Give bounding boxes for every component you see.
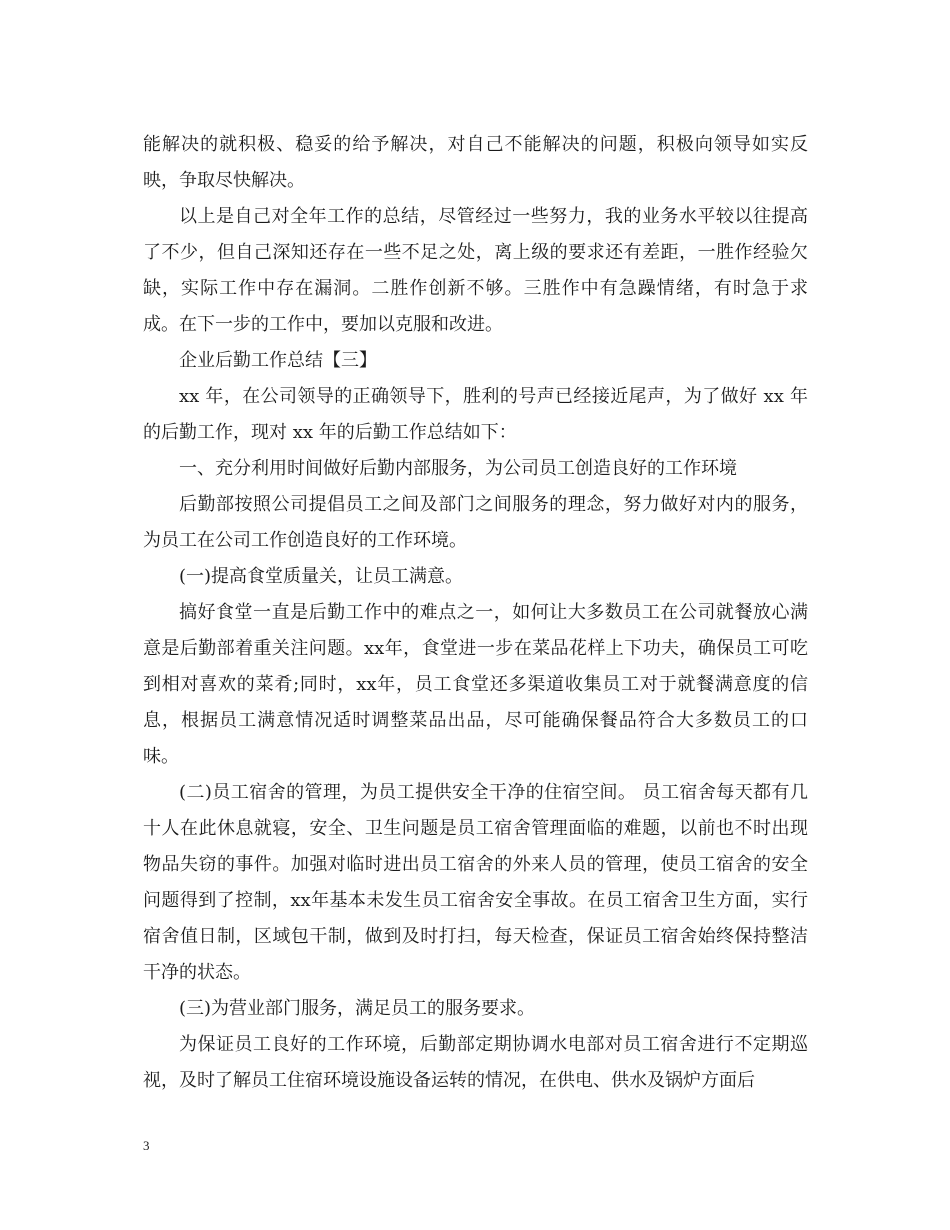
document-body: [143, 127, 808, 1099]
subsection-heading: 一、充分利用时间做好后勤内部服务，为公司员工创造良好的工作环境: [179, 458, 737, 479]
paragraph: (二)员工宿舍的管理，为员工提供安全干净的住宿空间。 员工宿舍每天都有几十人在此休息就寝，安全、卫生问题是员工宿舍管理面临的难题，以前也不时出现物品失窃的事件。加强对临时进出员工宿舍的外来人员的管理，使员工宿舍的安全问题得到了控制，xx年基本未发生员工宿舍安全事故。在员工宿舍卫生方面，实行宿舍值日制，区域包干制，做到及时打扫，每天检查，保证员工宿舍始终保持整洁干净的状态。: [143, 782, 808, 983]
section-heading: 企业后勤工作总结【三】: [179, 350, 377, 371]
paragraph: 为保证员工良好的工作环境，后勤部定期协调水电部对员工宿舍进行不定期巡视，及时了解员工住宿环境设施设备运转的情况，在供电、供水及锅炉方面后: [143, 1034, 808, 1091]
paragraph: 搞好食堂一直是后勤工作中的难点之一，如何让大多数员工在公司就餐放心满意是后勤部着重关注问题。xx年，食堂进一步在菜品花样上下功夫，确保员工可吃到相对喜欢的菜肴;同时，xx年，员工食堂还多渠道收集员工对于就餐满意度的信息，根据员工满意情况适时调整菜品出品，尽可能确保餐品符合大多数员工的口味。: [143, 602, 808, 767]
paragraph: 后勤部按照公司提倡员工之间及部门之间服务的理念，努力做好对内的服务，为员工在公司工作创造良好的工作环境。: [143, 494, 808, 551]
subsection-heading: (一)提高食堂质量关，让员工满意。: [179, 566, 464, 587]
paragraph: 以上是自己对全年工作的总结，尽管经过一些努力，我的业务水平较以往提高了不少，但自己深知还存在一些不足之处，离上级的要求还有差距，一胜作经验欠缺，实际工作中存在漏洞。二胜作创新不够。三胜作中有急躁情绪，有时急于求成。在下一步的工作中，要加以克服和改进。: [143, 206, 808, 335]
paragraph: 能解决的就积极、稳妥的给予解决，对自己不能解决的问题，积极向领导如实反映，争取尽快解决。: [143, 134, 808, 191]
subsection-heading: (三)为营业部门服务，满足员工的服务要求。: [179, 998, 536, 1019]
paragraph: xx 年，在公司领导的正确领导下，胜利的号声已经接近尾声，为了做好 xx 年的后勤工作，现对 xx 年的后勤工作总结如下：: [143, 386, 808, 443]
page-number: 3: [143, 1138, 150, 1153]
